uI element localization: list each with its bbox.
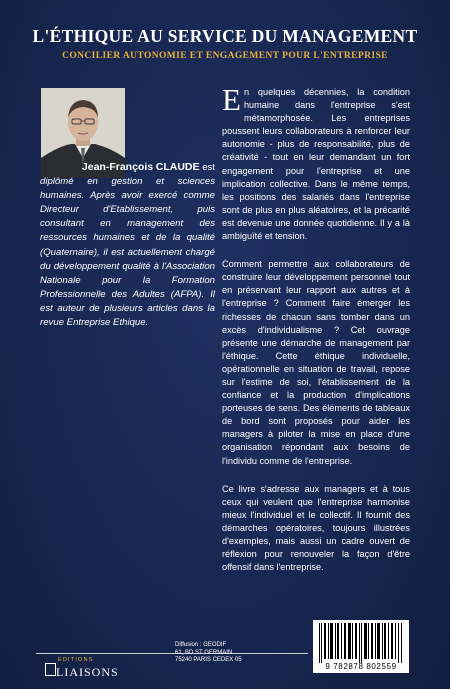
author-bio-start: est [202,162,215,173]
publisher-name: LIAISONS [56,665,119,679]
back-cover-blurb [222,82,410,589]
isbn-number: 9 782878 802559 [325,662,397,671]
book-subtitle: CONCILIER AUTONOMIE ET ENGAGEMENT POUR L'ENTREPRISE [62,51,388,61]
drop-cap: E [222,82,241,117]
author-bio-text: diplômé en gestion et sciences humaines. Après avoir exercé comme Directeur d'Etablissement, puis consultant en management des ressources humaines et de la qualité (Quaternaire), il est actuellement chargé du développement qualité à l'Association Nationale pour la Formation Professionnelle des Adultes (AFPA). Il est auteur de plusieurs articles dans la revue Entreprise Ethique. [40,176,215,329]
barcode-bars-icon [319,623,403,663]
author-last-name: CLAUDE [155,161,200,173]
blurb-paragraph-1: En quelques décennies, la condition humaine dans l'entreprise s'est métamorphosée. Les entreprises poussent leurs collaborateurs à renforcer leur autonomie - plus de responsabilité, plus de créativité - tout en leur demandant un fort engagement pour l'entreprise et une implication collective. Dans le même temps, les positions des salariés dans l'entreprise sont de plus en plus aléatoires, et la précarité est devenue une donnée quotidienne. Il y a là ambiguïté et tension. [222,82,410,242]
blurb-paragraph-2: Comment permettre aux collaborateurs de construire leur développement personnel tout en préservant leur rapport aux autres et à l'entreprise ? Comment faire émerger les richesses de chacun sans tomber dans un excès d'individualisme ? Cet ouvrage présente une démarche de management par l'éthique. Cette éthique individuelle, opérationnelle en situation de travail, repose sur l'estime de soi, l'établissement de la confiance et la production d'implications porteuses de sens. Des éléments de tableaux de bord sont proposés pour aider les managers à piloter la mise en place d'une organisation répondant aux besoins de l'individu comme de l'entreprise. [222,259,410,466]
book-title: L'ÉTHIQUE AU SERVICE DU MANAGEMENT [32,26,418,46]
isbn-barcode [313,620,409,673]
blurb-paragraph-3: Ce livre s'adresse aux managers et à tous ceux qui veulent que l'entreprise harmonise mieux l'individuel et le collectif. Il fournit des démarches opératoires, toujours illustrées d'exemples, mais aussi un cadre ouvert de réflexion pour renouveler la façon d'être offensif dans l'entreprise. [222,483,410,573]
author-bio [40,160,215,330]
author-first-name: Jean-François [81,161,154,173]
publisher-label: EDITIONS [58,657,94,663]
footer-divider [36,653,308,654]
graphic-design-credit [420,548,434,668]
publisher-logo-icon [45,663,56,676]
distribution-info: Diffusion : GEODIF 61, BD ST GERMAIN 75240 PARIS CEDEX 05 [175,642,242,664]
